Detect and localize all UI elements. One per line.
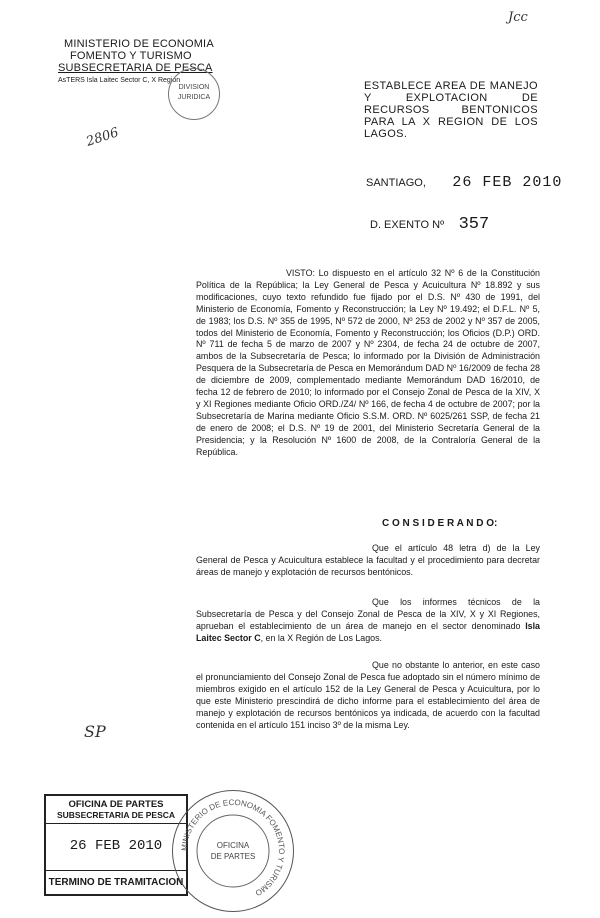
letterhead-fomento: FOMENTO Y TURISMO bbox=[70, 50, 192, 62]
stamp-division: DIVISION bbox=[178, 84, 210, 91]
seal-center-2: DE PARTES bbox=[210, 852, 256, 861]
letterhead-subsecretaria: SUBSECRETARIA DE PESCA bbox=[58, 62, 213, 74]
considerando-p2-a: Que los informes técnicos de la Subsecretaría de Pesca y del Consejo Zonal de Pesca de la XIV, X y XI Regiones, aprueban el establecimiento de un área de manejo en el sector denominado bbox=[196, 597, 540, 631]
stamp-oficina-subtitle: SUBSECRETARIA DE PESCA bbox=[46, 810, 186, 824]
stamp-juridica: JURIDICA bbox=[177, 94, 211, 101]
decree-subject: ESTABLECE AREA DE MANEJO Y EXPLOTACION DE RECURSOS BENTONICOS PARA LA X REGION DE LOS LAGOS. bbox=[364, 80, 538, 140]
handwritten-top-right: Jcc bbox=[508, 10, 528, 25]
stamp-oficina-footer: TERMINO DE TRAMITACION bbox=[46, 870, 186, 894]
visto-paragraph bbox=[196, 268, 540, 459]
visto-label: VISTO: bbox=[286, 268, 315, 278]
decree-date: 26 FEB 2010 bbox=[452, 174, 563, 191]
sector-name: Isla Laitec Sector C bbox=[196, 620, 540, 643]
seal-ring-text: MINISTERIO DE ECONOMIA FOMENTO Y TURISMO bbox=[179, 797, 287, 898]
letterhead-reference: AsTERS Isla Laitec Sector C, X Region bbox=[58, 77, 181, 84]
visto-text: Lo dispuesto en el artículo 32 Nº 6 de la Constitución Política de la República; la Ley General de Pesca y Acuicultura Nº 18.892 y sus modificaciones, cuyo texto refundido fue fijado por el D.S. Nº 430 de 1991, del Ministerio de Economía, Fomento y Reconstrucción; la Ley Nº 19.492; el D.F.L. Nº 5, de 1983; los D.S. Nº 355 de 1995, Nº 572 de 2000, Nº 253 de 2002 y Nº 357 de 2005, todos del Ministerio de Economía, Fomento y Reconstrucción; los Oficios (D.P.) ORD. Nº 711 de fecha 5 de marzo de 2007 y Nº 2304, de fecha 24 de octubre de 2007, ambos de la Subsecretaría de Pesca; lo informado por la División de Administración Pesquera de la Subsecretaría de Pesca en Memorándum DAD Nº 16/2009 de fecha 28 de diciembre de 2009, complementado mediante Memorándum DAD 16/2010, de fecha 12 de febrero de 2010; lo informado por el Consejo Zonal de Pesca de la XIV, X y XI Regiones mediante Oficio ORD./Z4/ Nº 166, de fecha 4 de octubre de 2007; por la Subsecretaría de Marina mediante Oficio S.S.M. ORD. Nº 6025/261 SSP, de fecha 21 de enero de 2008; el D.S. Nº 19 de 2001, del Ministerio Secretaría General de la Presidencia; y la Resolución Nº 1600 de 2008, de la Contraloría General de la República. bbox=[196, 268, 540, 457]
decree-number-line bbox=[370, 215, 489, 234]
date-line bbox=[366, 173, 562, 191]
stamp-oficina-title: OFICINA DE PARTES bbox=[68, 799, 164, 810]
considerando-p2-b: , en la X Región de Los Lagos. bbox=[260, 632, 383, 643]
letterhead-ministry: MINISTERIO DE ECONOMIA bbox=[64, 38, 214, 50]
considerando-p3: Que no obstante lo anterior, en este caso el pronunciamiento del Consejo Zonal de Pesca fue adoptado sin el número mínimo de miembros exigido en el artículo 152 de la Ley General de Pesca y Acuicultura, por lo que este Ministerio prescindirá de dicho informe para el establecimiento del área de manejo y explotación de recursos bentónicos ya indicada, de acuerdo con la facultad contenida en el artículo 151 inciso 3º de la misma Ley. bbox=[196, 660, 540, 730]
considerando-p1: Que el artículo 48 letra d) de la Ley General de Pesca y Acuicultura establece la facultad y el procedimiento para decretar áreas de manejo y explotación de recursos bentónicos. bbox=[196, 543, 540, 577]
division-juridica-stamp bbox=[168, 68, 220, 120]
decree-number: 357 bbox=[458, 215, 490, 234]
considerando-heading: C O N S I D E R A N D O: bbox=[382, 518, 498, 529]
ministry-seal bbox=[172, 790, 294, 912]
stamp-oficina-date: 26 FEB 2010 bbox=[69, 838, 163, 854]
place-label: SANTIAGO, bbox=[366, 177, 426, 189]
handwritten-number: 2806 bbox=[84, 125, 121, 150]
handwritten-initials: SP bbox=[84, 722, 106, 741]
decree-label: D. EXENTO Nº bbox=[370, 219, 445, 231]
seal-ring-svg bbox=[173, 791, 293, 911]
seal-center-1: OFICINA bbox=[216, 841, 250, 850]
oficina-partes-stamp bbox=[44, 794, 188, 896]
considerando-p2 bbox=[196, 597, 540, 645]
